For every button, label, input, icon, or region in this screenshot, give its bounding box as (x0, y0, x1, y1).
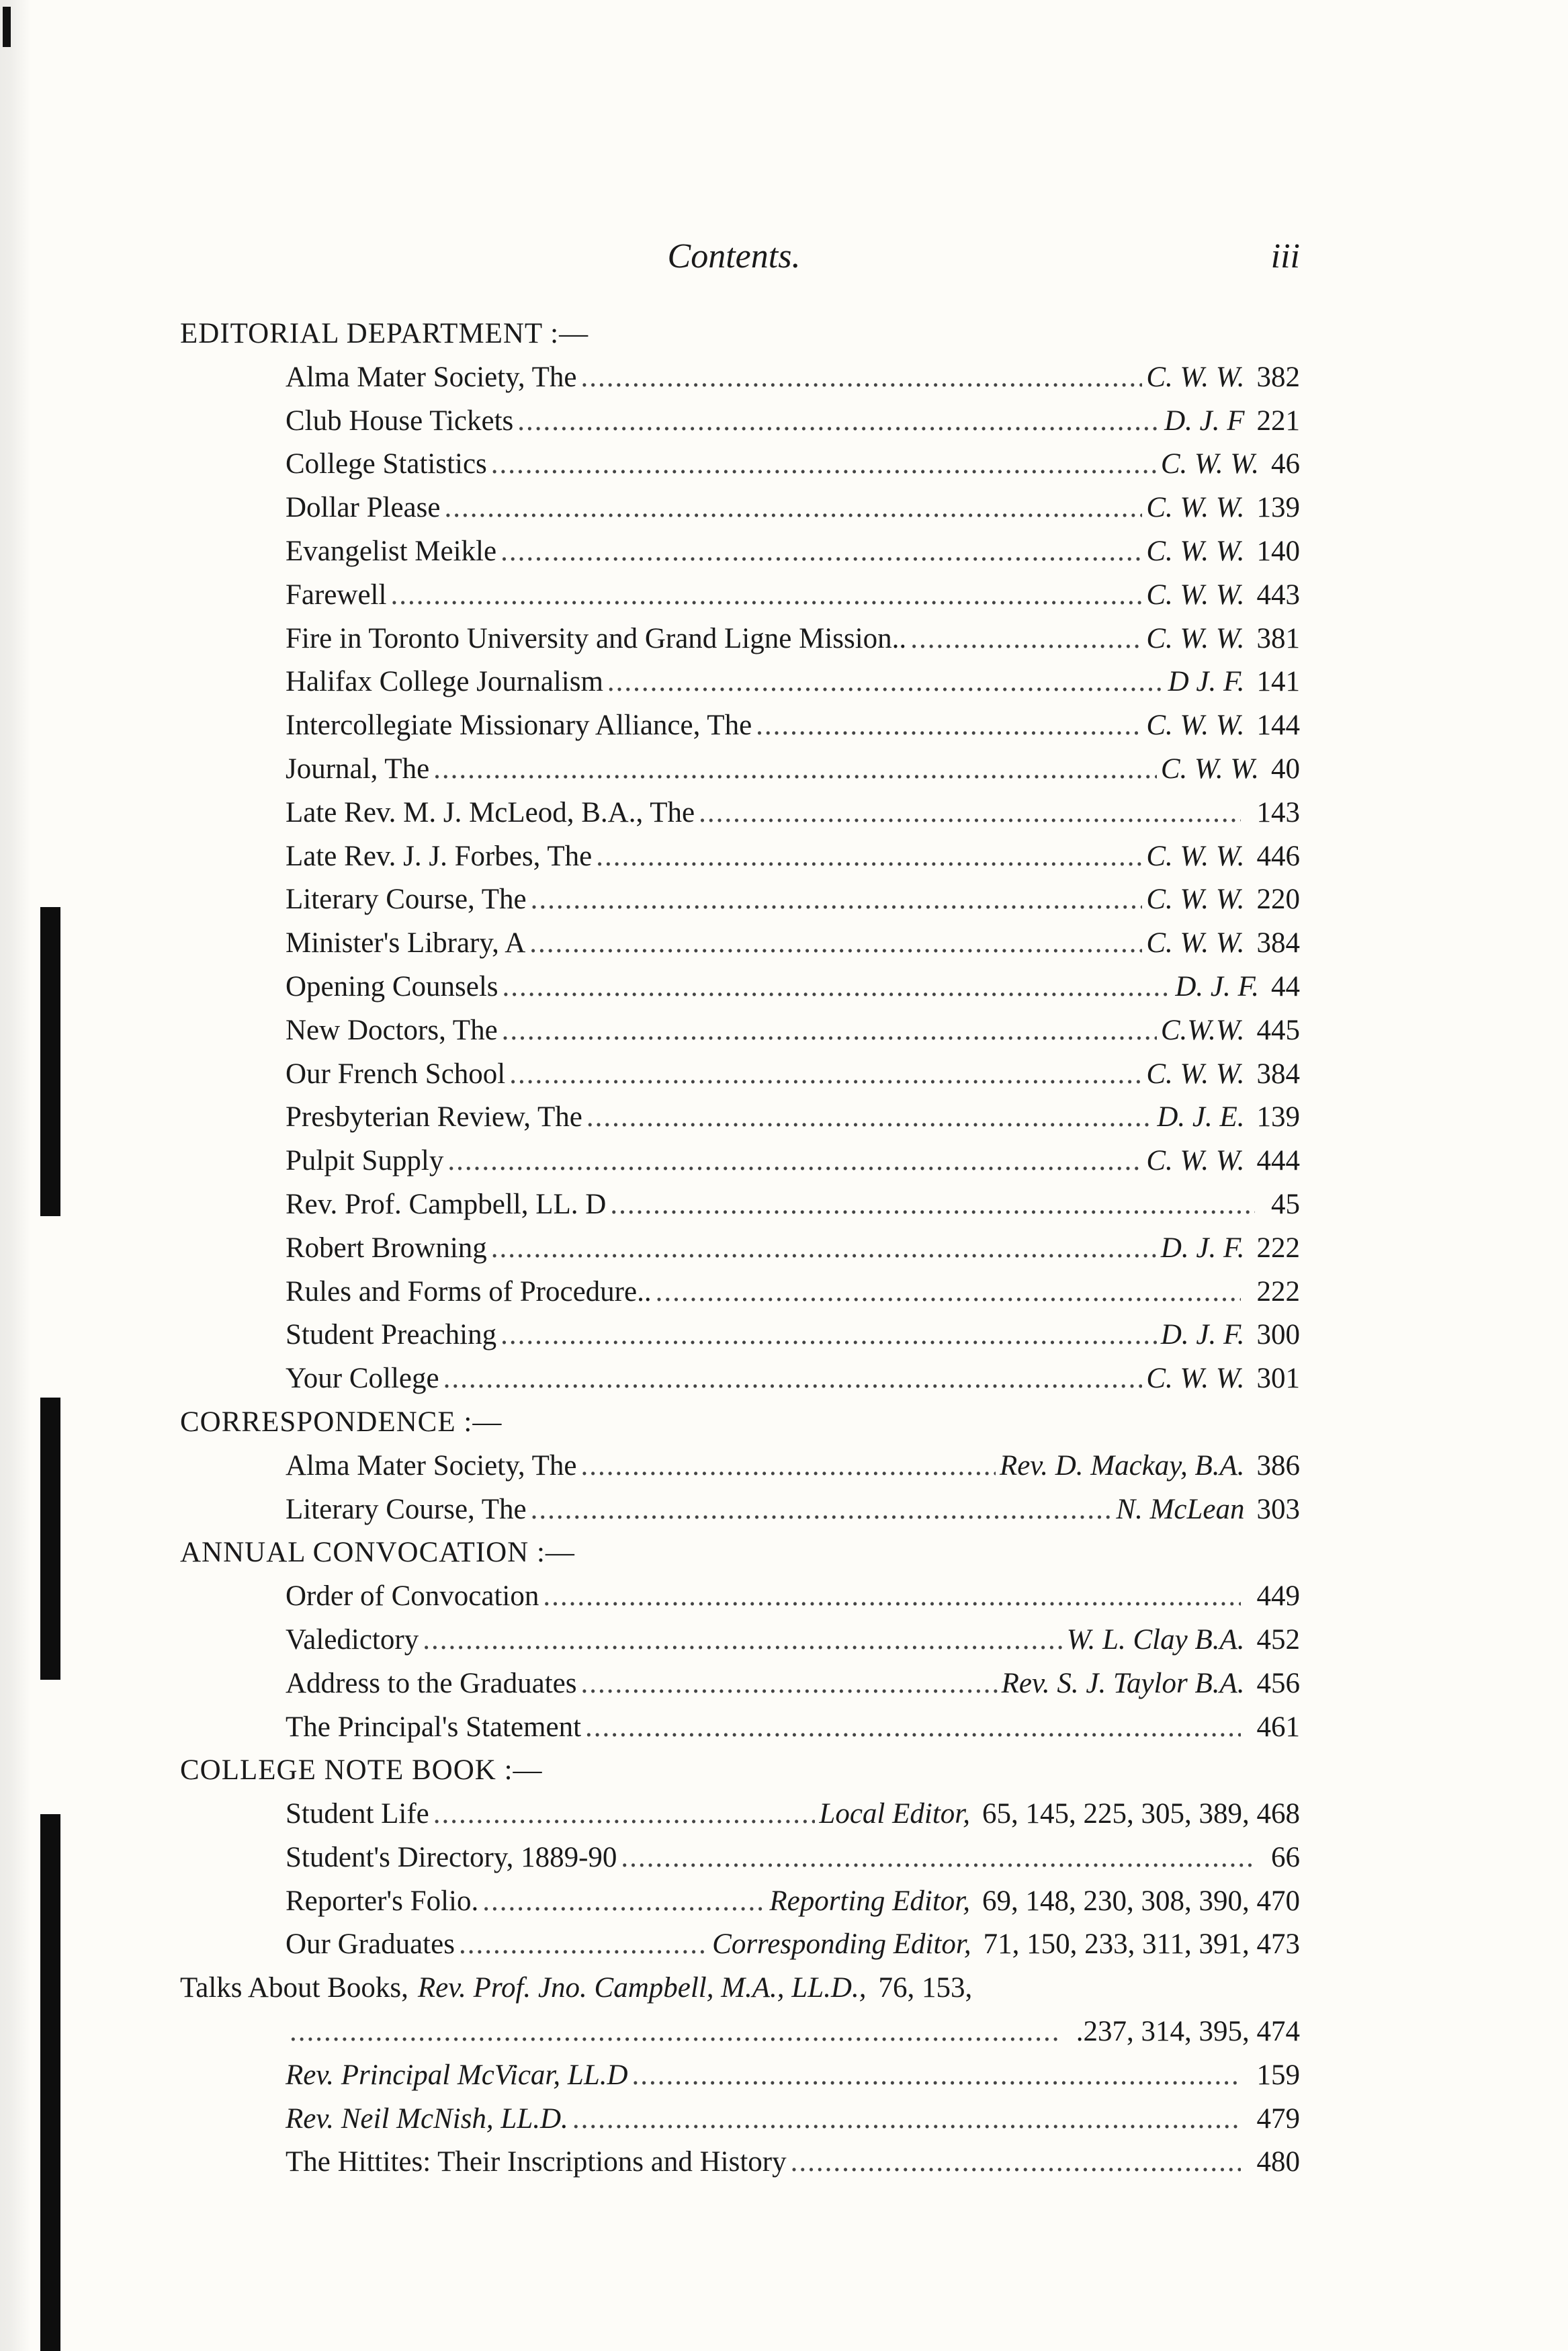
dot-leader (910, 617, 1142, 661)
contents-entry (175, 1619, 1300, 1662)
entry-pages: .237, 314, 395, 474 (1076, 2016, 1300, 2048)
dot-leader (390, 574, 1142, 617)
entry-title: Minister's Library, A (286, 927, 526, 959)
entry-pages: 384 (1256, 927, 1300, 959)
talks-entry-continued (175, 2010, 1300, 2054)
contents-entry (175, 1836, 1300, 1880)
contents-entry (175, 1183, 1300, 1227)
entry-title: Rules and Forms of Procedure.. (286, 1275, 652, 1308)
entry-pages: 480 (1256, 2146, 1300, 2178)
entry-pages: 445 (1256, 1014, 1300, 1046)
contents-entry (175, 2054, 1300, 2098)
page-title: Contents. (667, 237, 801, 275)
entry-author: D. J. E. (1157, 1101, 1245, 1134)
entry-pages: 66 (1271, 1841, 1300, 1873)
talks-entry (175, 1967, 1300, 2010)
dot-leader (500, 530, 1142, 574)
entry-pages: 479 (1256, 2102, 1300, 2135)
dot-leader (610, 1183, 1255, 1227)
dot-leader (482, 1880, 765, 1924)
entry-author: N. McLean (1116, 1493, 1245, 1525)
entry-title: Late Rev. J. J. Forbes, The (286, 840, 593, 872)
page-header (168, 237, 1300, 284)
talks-items (175, 2054, 1300, 2184)
contents-entry (175, 1227, 1300, 1271)
entry-pages: 443 (1256, 579, 1300, 611)
dot-leader (447, 1140, 1142, 1183)
entry-pages: 45 (1271, 1188, 1300, 1220)
entry-pages: 221 (1256, 404, 1300, 437)
section-items (175, 1575, 1300, 1749)
dot-leader (433, 1793, 816, 1836)
dot-leader (791, 2141, 1241, 2184)
entry-title: Order of Convocation (286, 1580, 539, 1613)
dot-leader (572, 2098, 1241, 2141)
contents-entry (175, 486, 1300, 530)
entry-author: C. W. W. (1160, 753, 1259, 785)
entry-author: Rev. S. J. Taylor B.A. (1001, 1667, 1245, 1699)
dot-leader (444, 486, 1142, 530)
dot-leader (459, 1923, 708, 1967)
entry-author: C. W. W. (1146, 1058, 1245, 1090)
dot-leader (433, 748, 1157, 792)
entry-pages: 449 (1256, 1580, 1300, 1613)
entry-title: Alma Mater Society, The (286, 361, 577, 393)
contents-entry (175, 1009, 1300, 1053)
contents-entry (175, 1706, 1300, 1750)
entry-pages: 139 (1256, 1101, 1300, 1134)
entry-author: C. W. W. (1146, 1145, 1245, 1177)
dot-leader (491, 1227, 1157, 1271)
contents-entry (175, 530, 1300, 574)
contents-entry (175, 1793, 1300, 1836)
entry-title: Fire in Toronto University and Grand Ligne Mission.. (286, 622, 907, 654)
entry-pages: 222 (1256, 1232, 1300, 1264)
section-heading: COLLEGE NOTE BOOK :— (180, 1754, 543, 1787)
entry-author: C. W. W. (1146, 492, 1245, 524)
dot-leader (621, 1836, 1255, 1880)
entry-pages: 144 (1256, 710, 1300, 742)
entry-pages: 446 (1256, 840, 1300, 872)
contents-entry (175, 356, 1300, 400)
entry-pages: 303 (1256, 1493, 1300, 1525)
entry-title: Literary Course, The (286, 884, 527, 916)
section-heading: EDITORIAL DEPARTMENT :— (180, 318, 589, 349)
dot-leader (580, 1445, 995, 1488)
contents-entry (175, 617, 1300, 661)
entry-title: Literary Course, The (286, 1493, 527, 1525)
entry-title: Student's Directory, 1889-90 (286, 1841, 617, 1873)
dot-leader (580, 356, 1142, 400)
entry-author: C. W. W. (1146, 361, 1245, 393)
dot-leader (509, 1053, 1142, 1097)
entry-pages: 44 (1271, 970, 1300, 1002)
entry-title: Rev. Prof. Campbell, LL. D (286, 1188, 607, 1220)
entry-title: Address to the Graduates (286, 1667, 577, 1699)
dot-leader (699, 792, 1240, 835)
entry-title: Dollar Please (286, 492, 441, 524)
contents-entry (175, 443, 1300, 486)
dot-leader (607, 660, 1164, 704)
contents-entry (175, 792, 1300, 835)
entry-title: Rev. Principal McVicar, LL.D (286, 2059, 628, 2091)
section-items (175, 356, 1300, 1401)
entry-pages: 452 (1256, 1623, 1300, 1656)
contents-entry (175, 878, 1300, 922)
dot-leader (531, 1488, 1113, 1532)
dot-leader (632, 2054, 1241, 2098)
dot-leader (500, 1314, 1157, 1357)
contents-entry (175, 1575, 1300, 1619)
entry-title: Your College (286, 1363, 439, 1395)
entry-title: Pulpit Supply (286, 1145, 444, 1177)
contents-entry (175, 2098, 1300, 2141)
contents-entry (175, 400, 1300, 443)
binding-mark (40, 1398, 60, 1680)
entry-title: Intercollegiate Missionary Alliance, The (286, 710, 752, 742)
entry-pages: 384 (1256, 1058, 1300, 1090)
entry-author: C. W. W. (1146, 622, 1245, 654)
dot-leader (531, 878, 1143, 922)
contents-entry (175, 1662, 1300, 1706)
entry-pages: 381 (1256, 622, 1300, 654)
dot-leader (491, 443, 1157, 486)
dot-leader (543, 1575, 1240, 1619)
contents-entry (175, 1445, 1300, 1488)
dot-leader (586, 1096, 1153, 1140)
entry-title: Evangelist Meikle (286, 535, 497, 567)
entry-pages: 141 (1256, 666, 1300, 698)
entry-title: Farewell (286, 579, 387, 611)
contents-entry (175, 660, 1300, 704)
entry-pages: 76, 153, (878, 1972, 973, 2004)
entry-author: C. W. W. (1146, 710, 1245, 742)
entry-pages: 222 (1256, 1275, 1300, 1308)
entry-pages: 220 (1256, 884, 1300, 916)
entry-title: Presbyterian Review, The (286, 1101, 582, 1134)
entry-title: Our French School (286, 1058, 506, 1090)
entry-pages: 300 (1256, 1319, 1300, 1351)
entry-pages: 139 (1256, 492, 1300, 524)
entry-author: C.W.W. (1160, 1014, 1245, 1046)
dot-leader (585, 1706, 1240, 1750)
contents-entry (175, 966, 1300, 1009)
section-items (175, 1793, 1300, 1967)
contents-entry (175, 748, 1300, 792)
entry-pages: 382 (1256, 361, 1300, 393)
entry-pages: 159 (1256, 2059, 1300, 2091)
entry-author: C. W. W. (1146, 927, 1245, 959)
dot-leader (502, 1009, 1157, 1053)
entry-author: Rev. Prof. Jno. Campbell, M.A., LL.D., (417, 1972, 867, 2004)
entry-pages: 456 (1256, 1667, 1300, 1699)
entry-title: Our Graduates (286, 1928, 455, 1961)
entry-pages: 69, 148, 230, 308, 390, 470 (982, 1885, 1300, 1917)
dot-leader (529, 922, 1142, 966)
entry-title: Halifax College Journalism (286, 666, 603, 698)
dot-leader (290, 2010, 1060, 2054)
entry-pages: 40 (1271, 753, 1300, 785)
entry-author: C. W. W. (1146, 1363, 1245, 1395)
contents-entry (175, 704, 1300, 748)
dot-leader (423, 1619, 1063, 1662)
contents-entry (175, 922, 1300, 966)
entry-title: Alma Mater Society, The (286, 1449, 577, 1482)
contents-entry (175, 1271, 1300, 1314)
entry-pages: 65, 145, 225, 305, 389, 468 (982, 1798, 1300, 1830)
contents-entry (175, 1357, 1300, 1401)
entry-title: New Doctors, The (286, 1014, 498, 1046)
section-heading: CORRESPONDENCE :— (180, 1406, 503, 1438)
binding-mark (40, 1814, 60, 2351)
entry-title: College Statistics (286, 448, 487, 480)
entry-title: Reporter's Folio. (286, 1885, 479, 1917)
contents-entry (175, 1140, 1300, 1183)
contents-entry (175, 2141, 1300, 2184)
dot-leader (580, 1662, 997, 1706)
entry-author: Corresponding Editor, (712, 1928, 971, 1961)
contents-entry (175, 1314, 1300, 1357)
binding-mark (40, 907, 60, 1216)
page-number: iii (1270, 237, 1300, 275)
entry-title: Journal, The (286, 753, 430, 785)
contents-entry (175, 1923, 1300, 1967)
contents-entry (175, 835, 1300, 879)
entry-author: D. J. F (1164, 404, 1245, 437)
dot-leader (443, 1357, 1143, 1401)
contents-entry (175, 574, 1300, 617)
entry-title: Club House Tickets (286, 404, 514, 437)
entry-author: C. W. W. (1146, 535, 1245, 567)
entry-author: C. W. W. (1160, 448, 1259, 480)
entry-author: C. W. W. (1146, 840, 1245, 872)
entry-author: Rev. D. Mackay, B.A. (999, 1449, 1245, 1482)
entry-title: Student Preaching (286, 1319, 497, 1351)
entry-title: Rev. Neil McNish, LL.D. (286, 2102, 568, 2135)
entry-author: Local Editor, (819, 1798, 970, 1830)
scan-speck (3, 7, 11, 47)
contents-entry (175, 1053, 1300, 1097)
entry-author: W. L. Clay B.A. (1066, 1623, 1245, 1656)
dot-leader (596, 835, 1142, 879)
entry-title: Late Rev. M. J. McLeod, B.A., The (286, 796, 695, 828)
entry-pages: 461 (1256, 1711, 1300, 1743)
entry-title: Talks About Books, (180, 1972, 408, 2004)
entry-pages: 140 (1256, 535, 1300, 567)
entry-pages: 71, 150, 233, 311, 391, 473 (983, 1928, 1300, 1961)
dot-leader (656, 1271, 1241, 1314)
dot-leader (503, 966, 1172, 1009)
entry-pages: 386 (1256, 1449, 1300, 1482)
dot-leader (517, 400, 1160, 443)
entry-title: Student Life (286, 1798, 429, 1830)
page-binding-shadow (0, 0, 31, 2351)
entry-author: Reporting Editor, (769, 1885, 970, 1917)
entry-author: C. W. W. (1146, 579, 1245, 611)
entry-author: D. J. F. (1160, 1232, 1245, 1264)
entry-title: The Principal's Statement (286, 1711, 582, 1743)
contents-entry (175, 1880, 1300, 1924)
entry-pages: 444 (1256, 1145, 1300, 1177)
entry-title: Valedictory (286, 1623, 419, 1656)
contents-entry (175, 1096, 1300, 1140)
section-items (175, 1445, 1300, 1532)
entry-pages: 46 (1271, 448, 1300, 480)
entry-author: C. W. W. (1146, 884, 1245, 916)
entry-title: The Hittites: Their Inscriptions and History (286, 2146, 787, 2178)
entry-title: Opening Counsels (286, 970, 498, 1002)
entry-pages: 301 (1256, 1363, 1300, 1395)
entry-pages: 143 (1256, 796, 1300, 828)
entry-author: D J. F. (1168, 666, 1245, 698)
contents-entry (175, 1488, 1300, 1532)
entry-author: D. J. F. (1160, 1319, 1245, 1351)
dot-leader (756, 704, 1142, 748)
entry-author: D. J. F. (1175, 970, 1259, 1002)
entry-title: Robert Browning (286, 1232, 487, 1264)
section-heading: ANNUAL CONVOCATION :— (180, 1537, 575, 1569)
contents-list (175, 312, 1300, 2184)
